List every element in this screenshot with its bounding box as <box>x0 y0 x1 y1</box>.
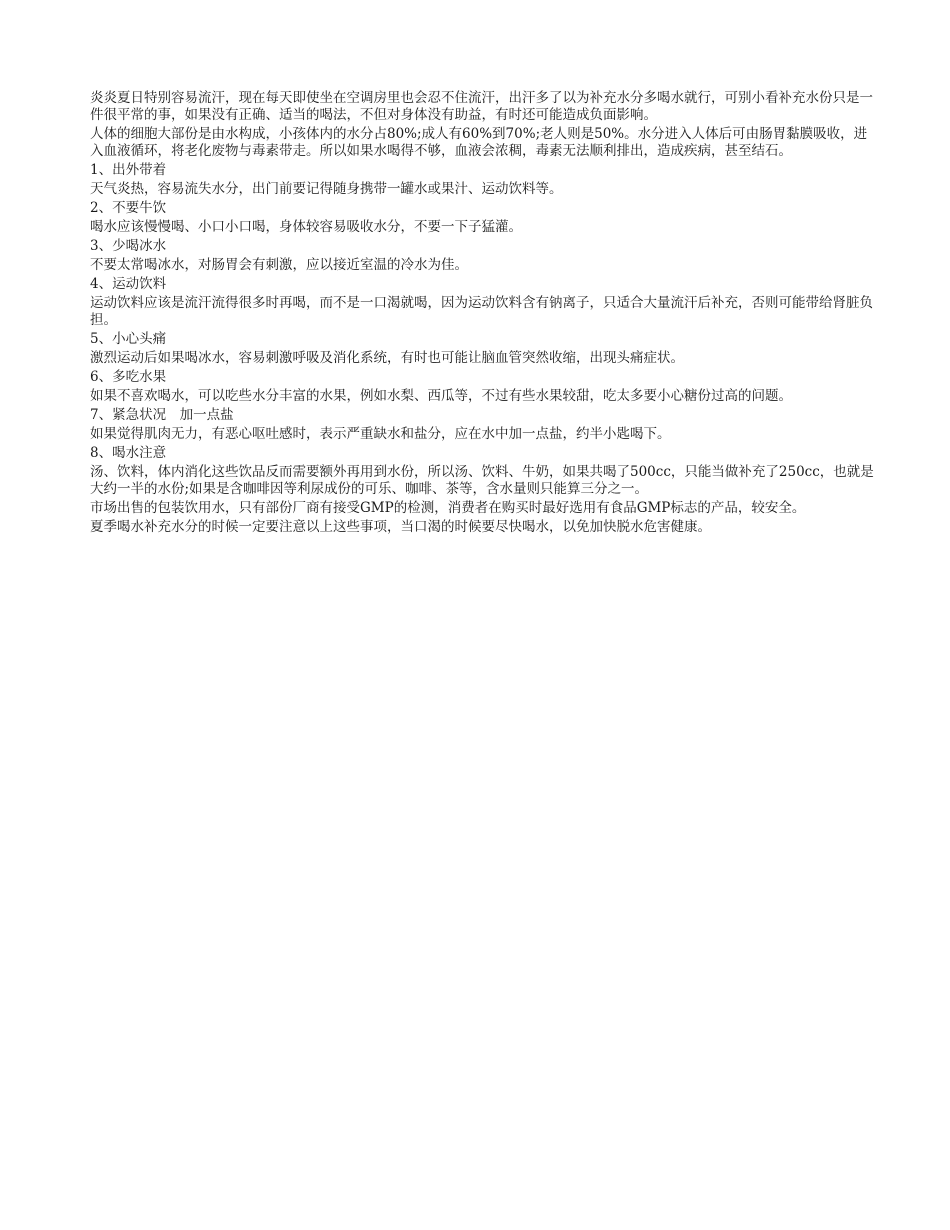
section-text-8: 汤、饮料，体内消化这些饮品反而需要额外再用到水份，所以汤、饮料、牛奶，如果共喝了500cc，只能当做补充了250cc，也就是大约一半的水份;如果是含咖啡因等利尿成份的可乐、咖啡、茶等，含水量则只能算三分之一。 <box>90 464 874 497</box>
section-heading-3: 3、少喝冰水 <box>90 238 167 254</box>
section-heading-8: 8、喝水注意 <box>90 445 167 461</box>
section-heading-2: 2、不要牛饮 <box>90 200 167 216</box>
section-text-6: 如果不喜欢喝水，可以吃些水分丰富的水果，例如水梨、西瓜等，不过有些水果较甜，吃太多要小心糖份过高的问题。 <box>90 388 792 404</box>
section-text-3: 不要太常喝冰水，对肠胃会有刺激，应以接近室温的冷水为佳。 <box>90 257 468 273</box>
section-heading-6: 6、多吃水果 <box>90 369 167 385</box>
body-paragraph-water-composition: 人体的细胞大部份是由水构成，小孩体内的水分占80%;成人有60%到70%;老人则是50%。水分进入人体后可由肠胃黏膜吸收，进入血液循环，将老化废物与毒素带走。所以如果水喝得不够，血液会浓稠，毒素无法顺利排出，造成疾病，甚至结石。 <box>90 126 868 159</box>
document-body <box>90 90 880 538</box>
section-text-1: 天气炎热，容易流失水分，出门前要记得随身携带一罐水或果汁、运动饮料等。 <box>90 181 563 197</box>
section-text-4: 运动饮料应该是流汗流得很多时再喝，而不是一口渴就喝，因为运动饮料含有钠离子，只适合大量流汗后补充，否则可能带给肾脏负担。 <box>90 295 873 328</box>
bottled-water-paragraph: 市场出售的包装饮用水，只有部份厂商有接受GMP的检测，消费者在购买时最好选用有食品GMP标志的产品，较安全。 <box>90 500 806 516</box>
section-heading-7: 7、紧急状况 加一点盐 <box>90 407 234 423</box>
section-heading-1: 1、出外带着 <box>90 162 167 178</box>
section-text-2: 喝水应该慢慢喝、小口小口喝，身体较容易吸收水分，不要一下子猛灌。 <box>90 219 522 235</box>
section-text-5: 激烈运动后如果喝冰水，容易刺激呼吸及消化系统，有时也可能让脑血管突然收缩，出现头痛症状。 <box>90 350 684 366</box>
intro-paragraph: 炎炎夏日特别容易流汗，现在每天即使坐在空调房里也会忍不住流汗，出汗多了以为补充水分多喝水就行，可别小看补充水份只是一件很平常的事，如果没有正确、适当的喝法，不但对身体没有助益，有时还可能造成负面影响。 <box>90 90 873 123</box>
section-heading-5: 5、小心头痛 <box>90 331 167 347</box>
section-text-7: 如果觉得肌肉无力，有恶心呕吐感时，表示严重缺水和盐分，应在水中加一点盐，约半小匙喝下。 <box>90 426 671 442</box>
conclusion-paragraph: 夏季喝水补充水分的时候一定要注意以上这些事项，当口渴的时候要尽快喝水，以免加快脱水危害健康。 <box>90 519 711 535</box>
section-heading-4: 4、运动饮料 <box>90 276 167 292</box>
